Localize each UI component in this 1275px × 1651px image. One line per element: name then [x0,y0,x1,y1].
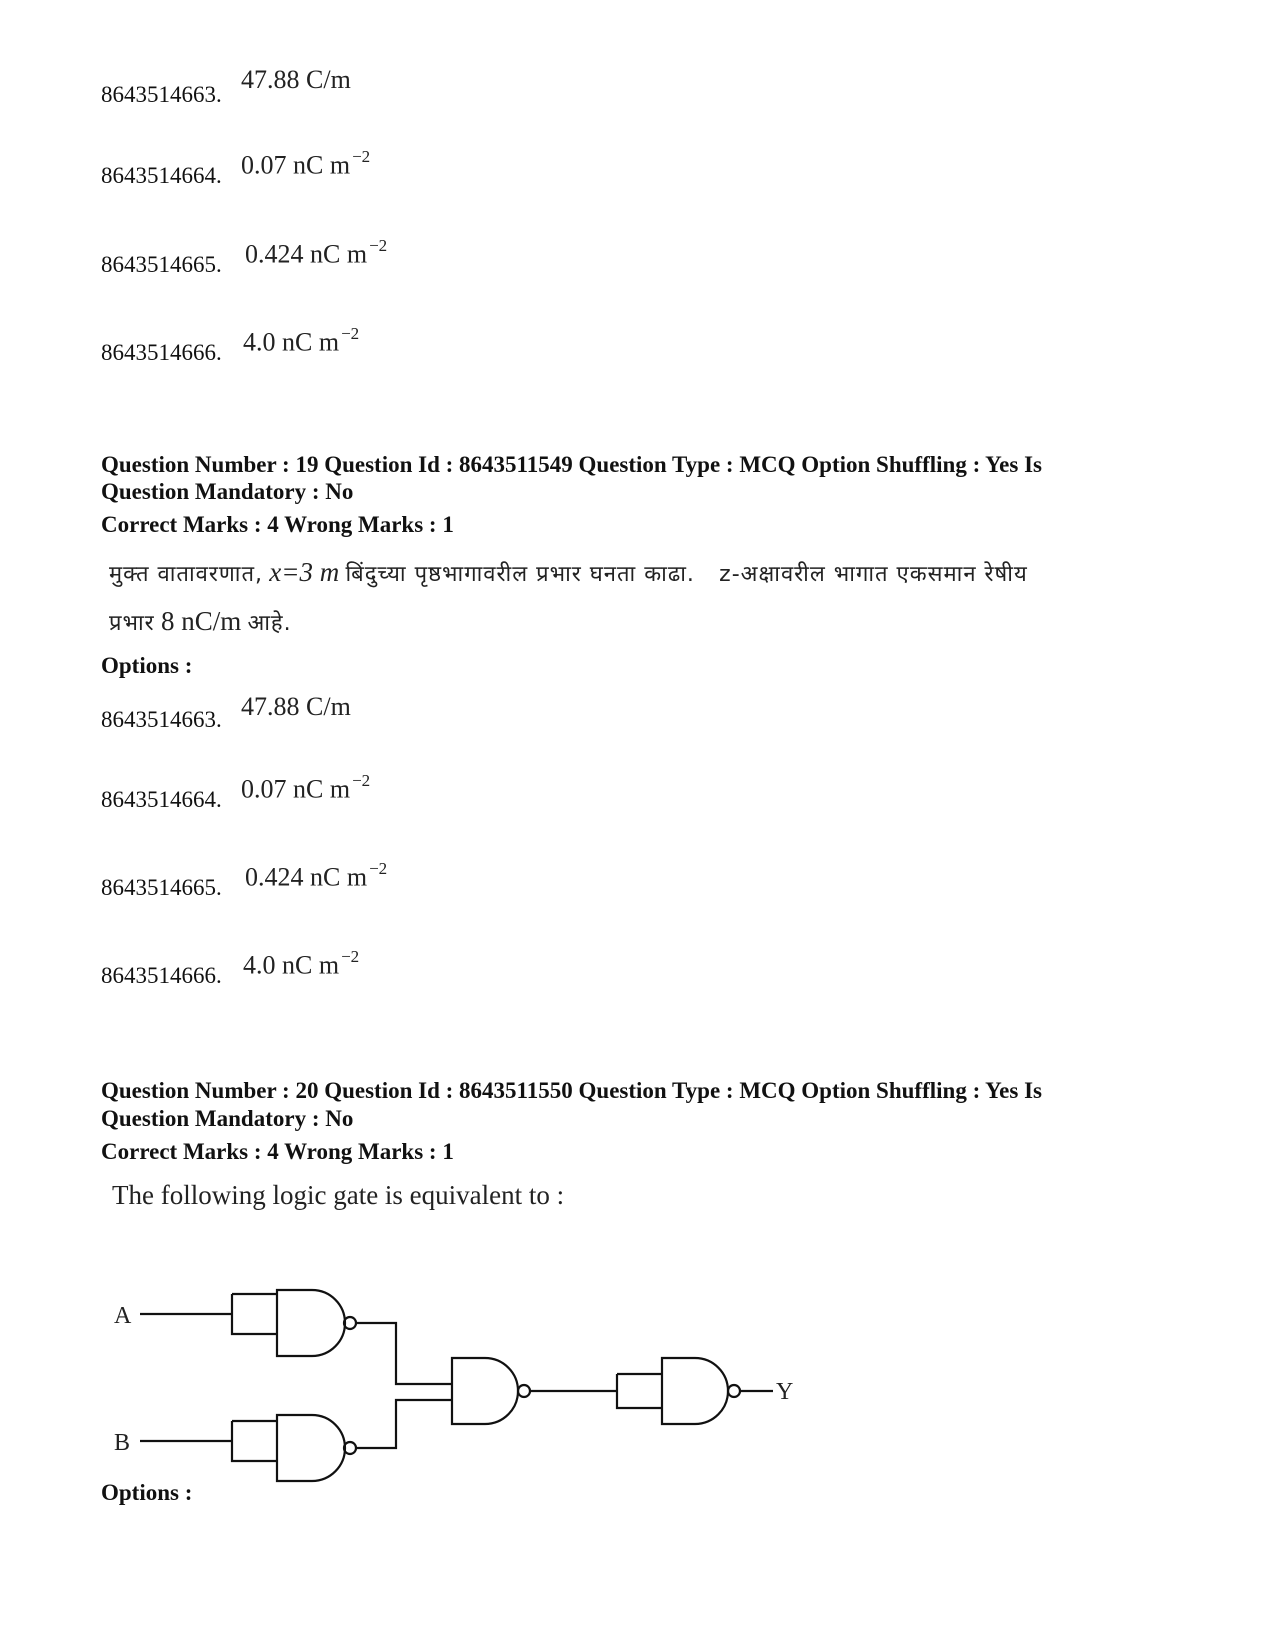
option-id: 8643514666. [101,963,222,988]
question-header: Question Number : 19 Question Id : 8643511549 Question Type : MCQ Option Shuffling : Yes Is [101,452,1042,477]
output-y-label: Y [776,1379,794,1405]
wire-g1-g3 [356,1323,452,1384]
question-header: Question Number : 20 Question Id : 8643511550 Question Type : MCQ Option Shuffling : Yes Is [101,1078,1042,1103]
options-label: Options : [101,653,193,678]
question-marks: Correct Marks : 4 Wrong Marks : 1 [101,1139,454,1164]
option-id: 8643514666. [101,340,222,365]
logic-gate-diagram [100,1270,820,1490]
option-value: 0.07 nC m $^{-2}$ [241,771,371,804]
tie-bracket-2 [232,1421,277,1461]
option-id: 8643514665. [101,875,222,900]
nand-gate-1 [277,1290,345,1356]
nand-gate-4-bubble [728,1385,740,1397]
option-value: 0.07 nC m $^{-2}$ [241,147,371,180]
option-value: 4.0 nC m $^{-2}$ [243,947,360,980]
question-mandatory: Question Mandatory : No [101,1106,354,1131]
option-value: 0.424 nC m $^{-2}$ [245,859,388,892]
nand-gate-3 [452,1358,518,1424]
question-marks: Correct Marks : 4 Wrong Marks : 1 [101,512,454,537]
tie-bracket-4 [617,1374,662,1408]
input-a-label: A [114,1303,132,1329]
question-text-line1: मुक्त वातावरणात, x=3 m बिंदुच्या पृष्ठभागावरील प्रभार घनता काढा. z-अक्षावरील भागात एकसमान रेषीय [109,557,1028,587]
question-text-line2: प्रभार 8 nC/m आहे. [109,606,292,636]
option-id: 8643514664. [101,787,222,812]
option-id: 8643514665. [101,252,222,277]
question-text: The following logic gate is equivalent to : [112,1180,565,1210]
input-b-label: B [114,1430,131,1456]
option-id: 8643514663. [101,82,222,107]
option-value: 4.0 nC m $^{-2}$ [243,324,360,357]
option-id: 8643514664. [101,163,222,188]
option-value: 47.88 C/m [241,65,351,94]
tie-bracket-1 [232,1294,277,1334]
option-id: 8643514663. [101,707,222,732]
option-value: 0.424 nC m $^{-2}$ [245,236,388,269]
nand-gate-3-bubble [518,1385,530,1397]
question-mandatory: Question Mandatory : No [101,479,354,504]
option-value: 47.88 C/m [241,692,351,721]
nand-gate-4 [662,1358,728,1424]
wire-g2-g3 [356,1400,452,1448]
options-label: Options : [101,1480,193,1505]
nand-gate-2 [277,1415,345,1481]
